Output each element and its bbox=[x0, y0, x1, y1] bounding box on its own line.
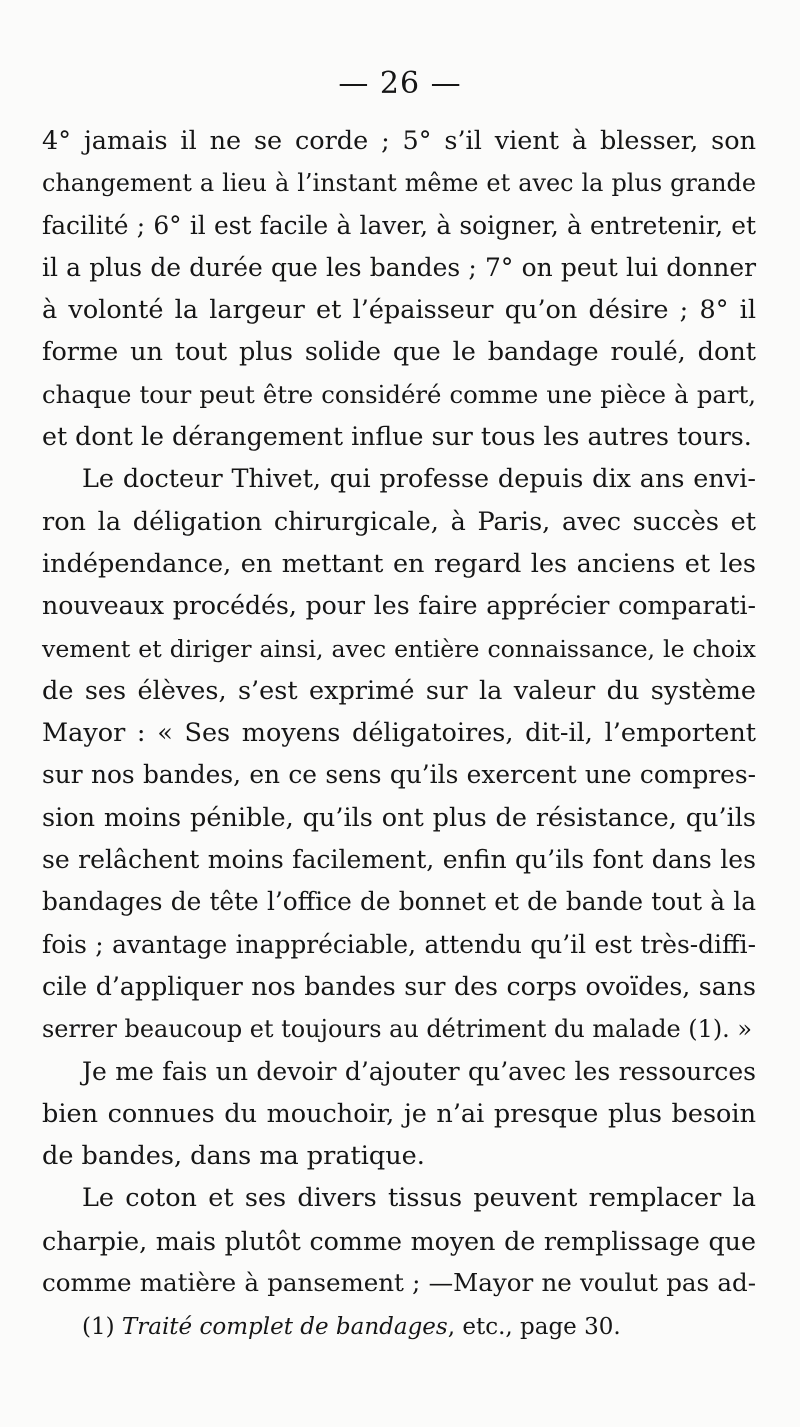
text-line: Mayor : « Ses moyens déligatoires, dit-il, l’emportent bbox=[42, 718, 756, 749]
page-number: — 26 — bbox=[338, 66, 462, 101]
footnote-rest: , etc., page 30. bbox=[447, 1314, 621, 1340]
footnote-title: Traité complet de bandages bbox=[121, 1314, 448, 1340]
text-line: fois ; avantage inappréciable, attendu qu’il est très-diffi- bbox=[42, 929, 756, 959]
text-line: Le coton et ses divers tissus peuvent remplacer la bbox=[82, 1183, 756, 1214]
text-line: et dont le dérangement influe sur tous les autres tours. bbox=[42, 422, 752, 452]
body-text bbox=[42, 120, 756, 1304]
text-line: nouveaux procédés, pour les faire apprécier comparati- bbox=[42, 591, 756, 621]
text-line: forme un tout plus solide que le bandage roulé, dont bbox=[42, 337, 756, 368]
text-line: vement et diriger ainsi, avec entière connaissance, le choix bbox=[42, 634, 756, 663]
text-line: bandages de tête l’office de bonnet et de bande tout à la bbox=[42, 887, 756, 917]
text-line: cile d’appliquer nos bandes sur des corps ovoïdes, sans bbox=[42, 971, 756, 1001]
text-line: ron la déligation chirurgicale, à Paris, avec succès et bbox=[42, 506, 756, 537]
footnote bbox=[82, 1312, 621, 1342]
text-line: indépendance, en mettant en regard les anciens et les bbox=[42, 548, 756, 579]
text-line: serrer beaucoup et toujours au détriment du malade (1). » bbox=[42, 1015, 752, 1044]
text-line: facilité ; 6° il est facile à laver, à soigner, à entretenir, et bbox=[42, 210, 756, 240]
text-line: charpie, mais plutôt comme moyen de remplissage que bbox=[42, 1225, 756, 1256]
text-line: sur nos bandes, en ce sens qu’ils exercent une compres- bbox=[42, 760, 756, 790]
text-line: à volonté la largeur et l’épaisseur qu’on désire ; 8° il bbox=[42, 295, 756, 326]
text-line: il a plus de durée que les bandes ; 7° on peut lui donner bbox=[42, 252, 756, 282]
text-line: bien connues du mouchoir, je n’ai presque plus besoin bbox=[42, 1098, 756, 1129]
text-line: sion moins pénible, qu’ils ont plus de résistance, qu’ils bbox=[42, 802, 756, 833]
text-line: 4° jamais il ne se corde ; 5° s’il vient à blesser, son bbox=[42, 126, 756, 156]
text-line: Le docteur Thivet, qui professe depuis dix ans envi- bbox=[82, 464, 756, 495]
text-line: se relâchent moins facilement, enfin qu’ils font dans les bbox=[42, 845, 756, 875]
text-line: de bandes, dans ma pratique. bbox=[42, 1141, 425, 1172]
text-line: changement a lieu à l’instant même et avec la plus grande bbox=[42, 169, 756, 198]
text-line: chaque tour peut être considéré comme une pièce à part, bbox=[42, 379, 756, 409]
text-line: de ses élèves, s’est exprimé sur la valeur du système bbox=[42, 675, 756, 706]
text-line: comme matière à pansement ; —Mayor ne voulut pas ad- bbox=[42, 1268, 756, 1298]
text-line: Je me fais un devoir d’ajouter qu’avec les ressources bbox=[82, 1056, 756, 1086]
footnote-marker: (1) bbox=[82, 1314, 115, 1340]
